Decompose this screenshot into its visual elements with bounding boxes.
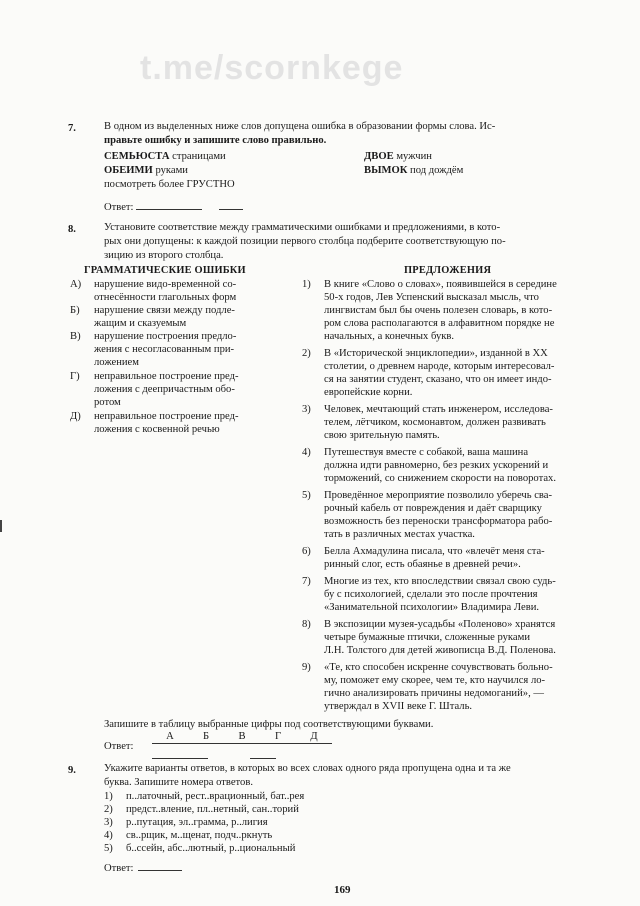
q7-word-2 (104, 164, 188, 177)
error-item-line: отнесённости глагольных форм (94, 292, 237, 303)
error-item-line: нарушение связи между подле- (94, 305, 235, 316)
error-item-line: неправильное построение пред- (94, 411, 239, 422)
errors-column-heading: ГРАММАТИЧЕСКИЕ ОШИБКИ (84, 265, 246, 276)
sentence-item-line: торможений, со снижением скорости на поворотах. (324, 473, 556, 484)
q9-option-text: п..латочный, рест..врационный, бат..рея (126, 791, 305, 802)
sentence-item-label: 2) (302, 348, 311, 359)
sentence-item-line: Многие из тех, кто впоследствии связал свою судь- (324, 576, 556, 587)
q7-word-5-emph: ВЫМОК (364, 165, 408, 176)
sentence-item-line: В «Исторической энциклопедии», изданной в XX (324, 348, 548, 359)
error-item-line: ложения с деепричастным обо- (94, 384, 235, 395)
q7-word-4-rest: мужчин (393, 151, 432, 162)
q7-word-1-emph: СЕМЬЮСТА (104, 151, 170, 162)
sentence-item-line: 50-х годов, Лев Успенский высказал мысль, что (324, 292, 539, 303)
sentence-item-line: начальных, а конечных букв. (324, 331, 455, 342)
sentence-item-label: 5) (302, 490, 311, 501)
q8-letter-v: В (238, 731, 246, 742)
q7-text-line-2: правьте ошибку и запишите слово правильно. (104, 135, 327, 146)
q9-text-line-2: буква. Запишите номера ответов. (104, 777, 253, 788)
q8-table-instruction: Запишите в таблицу выбранные цифры под соответствующими буквами. (104, 719, 434, 730)
q7-answer (104, 199, 243, 214)
error-item-line: ротом (94, 397, 121, 408)
error-item-label: В) (70, 331, 81, 342)
error-item-label: А) (70, 279, 82, 290)
error-item-line: ложения с косвенной речью (94, 424, 220, 435)
sentence-item-text (324, 347, 592, 399)
error-item-text (94, 278, 270, 304)
q7-answer-label: Ответ: (104, 202, 134, 213)
sentence-item-line: европейские корни. (324, 387, 413, 398)
page-number: 169 (334, 884, 351, 896)
error-item-line: жащим и сказуемым (94, 318, 187, 329)
sentence-item-line: Л.Н. Толстого для детей живописца В.Д. Поленова. (324, 645, 556, 656)
sentence-item-text (324, 575, 592, 614)
q9-option (104, 790, 304, 803)
sentence-item-line: «Те, кто способен искренне сочувствовать больно- (324, 662, 553, 673)
q8-answer-label: Ответ: (104, 741, 134, 752)
q9-text-line-1: Укажите варианты ответов, в которых во всех словах одного ряда пропущена одна и та же (104, 763, 511, 774)
q9-option-label: 1) (104, 791, 113, 802)
sentence-item-label: 4) (302, 447, 311, 458)
sentence-item-text (324, 278, 592, 343)
q7-answer-field[interactable] (136, 199, 202, 210)
sentence-item-text (324, 661, 592, 713)
q9-option-text: р..путация, эл..грамма, р..лигия (126, 817, 268, 828)
sentence-item-line: Проведённое мероприятие позволило уберечь сва- (324, 490, 552, 501)
q9-option-label: 2) (104, 804, 113, 815)
q9-option (104, 803, 299, 816)
sentence-item-text (324, 403, 592, 442)
q9-number: 9. (68, 765, 76, 776)
sentence-item-text (324, 618, 592, 657)
q9-option-label: 5) (104, 843, 113, 854)
q8-text-line-2: рых они допущены: к каждой позиции первого столбца подберите соответствующую по- (104, 236, 506, 247)
q7-word-5 (364, 164, 463, 177)
error-item-line: нарушение построения предло- (94, 331, 237, 342)
q8-table-bottom-line-2[interactable] (250, 758, 276, 759)
sentence-item-line: утверждал в XVII веке Г. Шталь. (324, 701, 473, 712)
q9-answer (104, 860, 182, 875)
q9-option (104, 816, 268, 829)
error-item-line: нарушение видо-временной со- (94, 279, 237, 290)
q8-answer (104, 732, 344, 764)
q7-word-1 (104, 150, 226, 163)
q7-word-4 (364, 150, 432, 163)
sentence-item-text (324, 446, 592, 485)
q8-letter-d: Д (310, 731, 318, 742)
sentence-item-line: му, поможет ему скорее, чем те, кто научился ло- (324, 675, 546, 686)
q9-answer-label: Ответ: (104, 863, 134, 874)
q9-answer-field[interactable] (138, 860, 182, 871)
q7-word-2-emph: ОБЕИМИ (104, 165, 153, 176)
sentence-item-line: Белла Ахмадулина писала, что «влечёт меня ста- (324, 546, 545, 557)
q8-table-bottom-line-1[interactable] (152, 758, 208, 759)
sentence-item-line: телем, лётчиком, космонавтом, должен развивать (324, 417, 546, 428)
q9-option-text: предст..вление, пл..нетный, сан..торий (126, 804, 299, 815)
sentence-item-line: тать в различных местах участка. (324, 529, 475, 540)
error-item-text (94, 304, 270, 330)
sentence-item-line: ром слова располагаются в алфавитном порядке не (324, 318, 555, 329)
q8-table-top-line (152, 743, 332, 744)
q9-option (104, 829, 272, 842)
sentence-item-line: столетии, о древнем народе, которым интересовал- (324, 361, 555, 372)
sentence-item-line: бу с психологией, сделали это после прочтения (324, 589, 538, 600)
sentence-item-line: свою зрительную память. (324, 430, 440, 441)
q7-word-4-emph: ДВОЕ (364, 151, 394, 162)
error-item-text (94, 410, 270, 436)
sentence-item-label: 9) (302, 662, 311, 673)
sentence-item-line: Путешествуя вместе с собакой, ваша машина (324, 447, 529, 458)
sentence-item-line: четыре бумажные птички, сложенные руками (324, 632, 530, 643)
q7-number: 7. (68, 123, 76, 134)
sentence-item-line: ся на занятии студент, сказано, что он имеет индо- (324, 374, 552, 385)
q7-answer-field-2 (219, 199, 243, 210)
error-item-line: ложением (94, 357, 139, 368)
sentence-item-line: рочный кабель от повреждения и даёт сварщику (324, 503, 542, 514)
q9-option-label: 4) (104, 830, 113, 841)
q9-option-label: 3) (104, 817, 113, 828)
q7-word-3-rest: посмотреть более ГРУСТНО (104, 179, 235, 190)
scan-edge-mark (0, 520, 2, 532)
q8-answer-table (152, 730, 332, 743)
error-item-label: Г) (70, 371, 80, 382)
sentences-column-heading: ПРЕДЛОЖЕНИЯ (404, 265, 492, 276)
sentence-item-text (324, 489, 592, 541)
q7-word-2-rest: руками (152, 165, 188, 176)
q8-letter-b: Б (202, 731, 210, 742)
sentence-item-line: должна идти равномерно, без резких ускорений и (324, 460, 549, 471)
sentence-item-label: 1) (302, 279, 311, 290)
q8-number: 8. (68, 224, 76, 235)
sentence-item-label: 7) (302, 576, 311, 587)
q9-option (104, 842, 295, 855)
sentence-item-line: «Занимательной психологии» Владимира Леви. (324, 602, 540, 613)
error-item-line: неправильное построение пред- (94, 371, 239, 382)
sentence-item-line: возможность без переноски трансформатора рабо- (324, 516, 553, 527)
error-item-label: Д) (70, 411, 81, 422)
q7-text-line-1: В одном из выделенных ниже слов допущена ошибка в образовании формы слова. Ис- (104, 121, 496, 132)
sentence-item-line: Человек, мечтающий стать инженером, исследова- (324, 404, 553, 415)
q7-word-5-rest: под дождём (407, 165, 464, 176)
sentence-item-label: 6) (302, 546, 311, 557)
sentence-item-label: 3) (302, 404, 311, 415)
q8-text-line-1: Установите соответствие между грамматическими ошибками и предложениями, в кото- (104, 222, 501, 233)
error-item-label: Б) (70, 305, 80, 316)
q8-text-line-3: зицию из второго столбца. (104, 250, 224, 261)
sentence-item-text (324, 545, 592, 571)
q9-option-text: б..ссейн, абс..лютный, р..циональный (126, 843, 296, 854)
error-item-text (94, 330, 270, 369)
q8-letter-a: А (166, 731, 174, 742)
error-item-line: жения с несогласованным при- (94, 344, 235, 355)
sentence-item-line: гично анализировать причины недомоганий», — (324, 688, 544, 699)
q7-word-1-rest: страницами (169, 151, 226, 162)
sentence-item-label: 8) (302, 619, 311, 630)
sentence-item-line: В книге «Слово о словах», появившейся в середине (324, 279, 557, 290)
q8-letter-g: Г (274, 731, 282, 742)
error-item-text (94, 370, 270, 409)
sentence-item-line: В экспозиции музея-усадьбы «Поленово» хранятся (324, 619, 556, 630)
sentence-item-line: ринный слог, есть обаянье в древней речи». (324, 559, 521, 570)
watermark: t.me/scornkege (140, 49, 404, 87)
sentence-item-line: лингвистам был бы очень полезен словарь, в кото- (324, 305, 553, 316)
q9-option-text: св..рщик, м..щенат, подч..ркнуть (126, 830, 273, 841)
q7-word-3 (104, 178, 235, 191)
